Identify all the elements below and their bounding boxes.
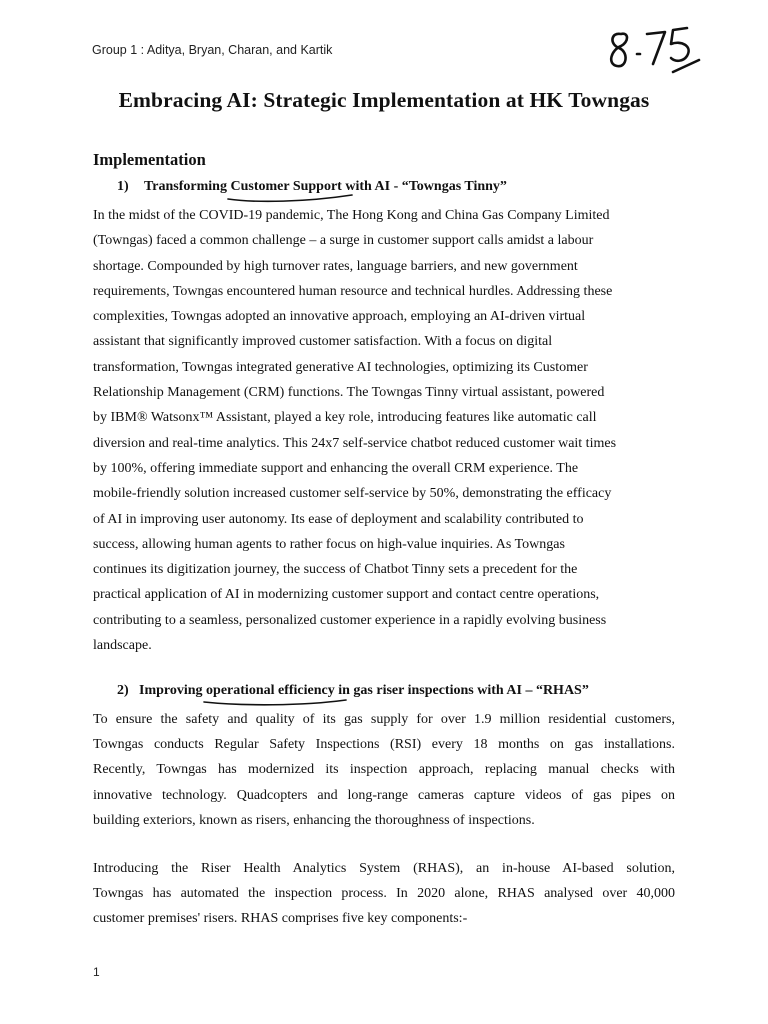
subheading-text-pre: Improving <box>139 683 207 698</box>
paragraph-line: landscape. <box>93 638 152 654</box>
paragraph-line: customer premises' risers. RHAS comprises five key components:- <box>93 911 468 927</box>
paragraph-line: Relationship Management (CRM) functions. The Towngas Tinny virtual assistant, powered <box>93 385 605 401</box>
handwritten-underline <box>202 694 362 708</box>
group-members-header: Group 1 : Aditya, Bryan, Charan, and Kartik <box>92 43 333 57</box>
underlined-phrase <box>206 683 335 699</box>
subheading-text-pre: Transforming <box>144 179 231 194</box>
subheading-operational-efficiency <box>117 683 589 699</box>
paragraph-line: diversion and real-time analytics. This 24x7 self-service chatbot reduced customer wait times <box>93 435 617 451</box>
subheading-customer-support <box>117 179 507 195</box>
paragraph-line: (Towngas) faced a common challenge – a surge in customer support calls amidst a labour <box>93 233 594 249</box>
underlined-phrase-text: operational efficiency <box>206 683 335 698</box>
paragraph-rsi-inspections <box>93 707 675 833</box>
subheading-text-post: in gas riser inspections with AI – “RHAS” <box>334 683 589 698</box>
paragraph-line: contributing to a seamless, personalized customer experience in a rapidly evolving business <box>93 612 607 628</box>
paragraph-line: innovative technology. Quadcopters and long-range cameras capture videos of gas pipes on <box>93 787 675 803</box>
paragraph-line: shortage. Compounded by high turnover rates, language barriers, and new government <box>93 258 578 274</box>
paragraph-line: To ensure the safety and quality of its gas supply for over 1.9 million residential customers, <box>93 712 675 727</box>
paragraph-line: by IBM® Watsonx™ Assistant, played a key role, introducing features like automatic call <box>93 410 597 426</box>
paragraph-line: assistant that significantly improved customer satisfaction. With a focus on digital <box>93 334 553 350</box>
item-number: 1) <box>117 179 129 194</box>
paragraph-line: Recently, Towngas has modernized its inspection approach, replacing manual checks with <box>93 762 675 778</box>
paragraph-line: of AI in improving user autonomy. Its ease of deployment and scalability contributed to <box>93 511 584 527</box>
paragraph-line: In the midst of the COVID-19 pandemic, The Hong Kong and China Gas Company Limited <box>93 208 610 223</box>
paragraph-line: Towngas conducts Regular Safety Inspections (RSI) every 18 months on gas installations. <box>93 737 675 753</box>
underlined-phrase <box>230 179 341 195</box>
handwritten-grade-mark <box>603 20 703 80</box>
paragraph-line: complexities, Towngas adopted an innovative approach, employing an AI-driven virtual <box>93 309 586 325</box>
paragraph-line: continues its digitization journey, the success of Chatbot Tinny sets a precedent for the <box>93 562 578 578</box>
subheading-text-post: with AI - “Towngas Tinny” <box>341 179 507 194</box>
paragraph-line: success, allowing human agents to rather focus on high-value inquiries. As Towngas <box>93 536 565 552</box>
underlined-phrase-text: Customer Support <box>230 179 342 194</box>
paragraph-line: Towngas has automated the inspection process. In 2020 alone, RHAS analysed over 40,000 <box>93 886 675 902</box>
item-number: 2) <box>117 683 129 698</box>
page-number: 1 <box>93 965 100 979</box>
paragraph-line: requirements, Towngas encountered human resource and technical hurdles. Addressing these <box>93 283 613 299</box>
paragraph-line: practical application of AI in modernizing customer support and contact centre operations, <box>93 587 600 603</box>
paragraph-line: transformation, Towngas integrated generative AI technologies, optimizing its Customer <box>93 359 588 375</box>
document-title: Embracing AI: Strategic Implementation at HK Towngas <box>118 88 650 112</box>
paragraph-line: mobile-friendly solution increased customer self-service by 50%, demonstrating the efficacy <box>93 486 612 502</box>
paragraph-customer-support <box>93 203 675 658</box>
paragraph-line: Introducing the Riser Health Analytics System (RHAS), an in-house AI-based solution, <box>93 861 675 876</box>
paragraph-line: building exteriors, known as risers, enhancing the thoroughness of inspections. <box>93 812 535 828</box>
handwritten-underline <box>226 190 356 204</box>
section-heading-implementation: Implementation <box>93 150 206 169</box>
paragraph-rhas <box>93 856 675 932</box>
paragraph-line: by 100%, offering immediate support and enhancing the overall CRM experience. The <box>93 460 579 476</box>
